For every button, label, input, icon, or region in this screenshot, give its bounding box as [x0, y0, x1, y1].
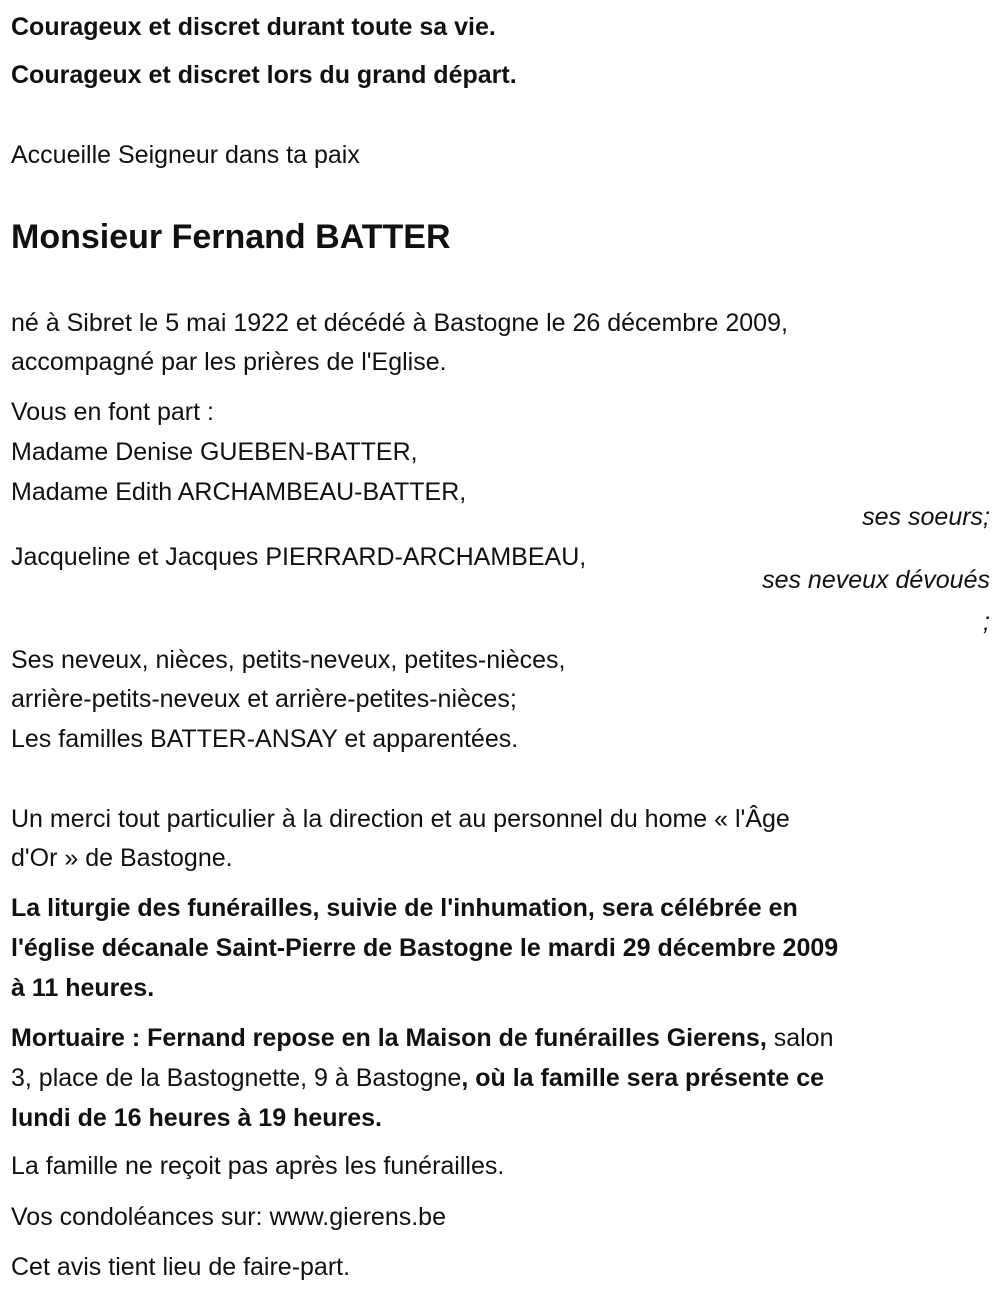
mortuary-normal: salon: [766, 1024, 834, 1052]
thanks-line-1: Un merci tout particulier à la direction et au personnel du home « l'Âge: [11, 805, 790, 833]
liturgy-line-3: à 11 heures.: [11, 974, 155, 1002]
others-line-1: Ses neveux, nièces, petits-neveux, petites-nièces,: [11, 646, 566, 674]
liturgy-line-2: l'église décanale Saint-Pierre de Bastogne le mardi 29 décembre 2009: [11, 934, 839, 962]
nephews: Jacqueline et Jacques PIERRARD-ARCHAMBEAU,: [11, 543, 587, 571]
thanks-line-2: d'Or » de Bastogne.: [11, 844, 233, 872]
mortuary-line-2: [11, 1063, 824, 1093]
sisters-label: ses soeurs;: [862, 503, 990, 531]
others-line-2: arrière-petits-neveux et arrière-petites-nièces;: [11, 685, 517, 713]
deceased-name: Monsieur Fernand BATTER: [11, 218, 451, 256]
birth-death-line-1: né à Sibret le 5 mai 1922 et décédé à Bastogne le 26 décembre 2009,: [11, 309, 788, 337]
nephews-semicolon: ;: [983, 608, 990, 636]
mortuary-presence: , où la famille sera présente ce: [461, 1064, 825, 1092]
mortuary-line-3: lundi de 16 heures à 19 heures.: [11, 1104, 382, 1132]
condolences: Vos condoléances sur: www.gierens.be: [11, 1203, 446, 1231]
sister-1: Madame Denise GUEBEN-BATTER,: [11, 438, 418, 466]
sister-2: Madame Edith ARCHAMBEAU-BATTER,: [11, 478, 467, 506]
mortuary-bold: Mortuaire : Fernand repose en la Maison de funérailles Gierens,: [11, 1024, 767, 1052]
others-line-3: Les familles BATTER-ANSAY et apparentées.: [11, 725, 519, 753]
liturgy-line-1: La liturgie des funérailles, suivie de l'inhumation, sera célébrée en: [11, 894, 798, 922]
intro-line-1: Courageux et discret durant toute sa vie.: [11, 13, 496, 41]
nephews-label: ses neveux dévoués: [762, 566, 990, 594]
mortuary-address: 3, place de la Bastognette, 9 à Bastogne: [11, 1064, 462, 1092]
notice: Cet avis tient lieu de faire-part.: [11, 1253, 351, 1281]
family-intro: Vous en font part :: [11, 398, 214, 426]
prayer: Accueille Seigneur dans ta paix: [11, 141, 360, 169]
mortuary-line-1: [11, 1023, 833, 1053]
intro-line-2: Courageux et discret lors du grand départ.: [11, 61, 517, 89]
birth-death-line-2: accompagné par les prières de l'Eglise.: [11, 348, 447, 376]
no-reception: La famille ne reçoit pas après les funérailles.: [11, 1152, 505, 1180]
